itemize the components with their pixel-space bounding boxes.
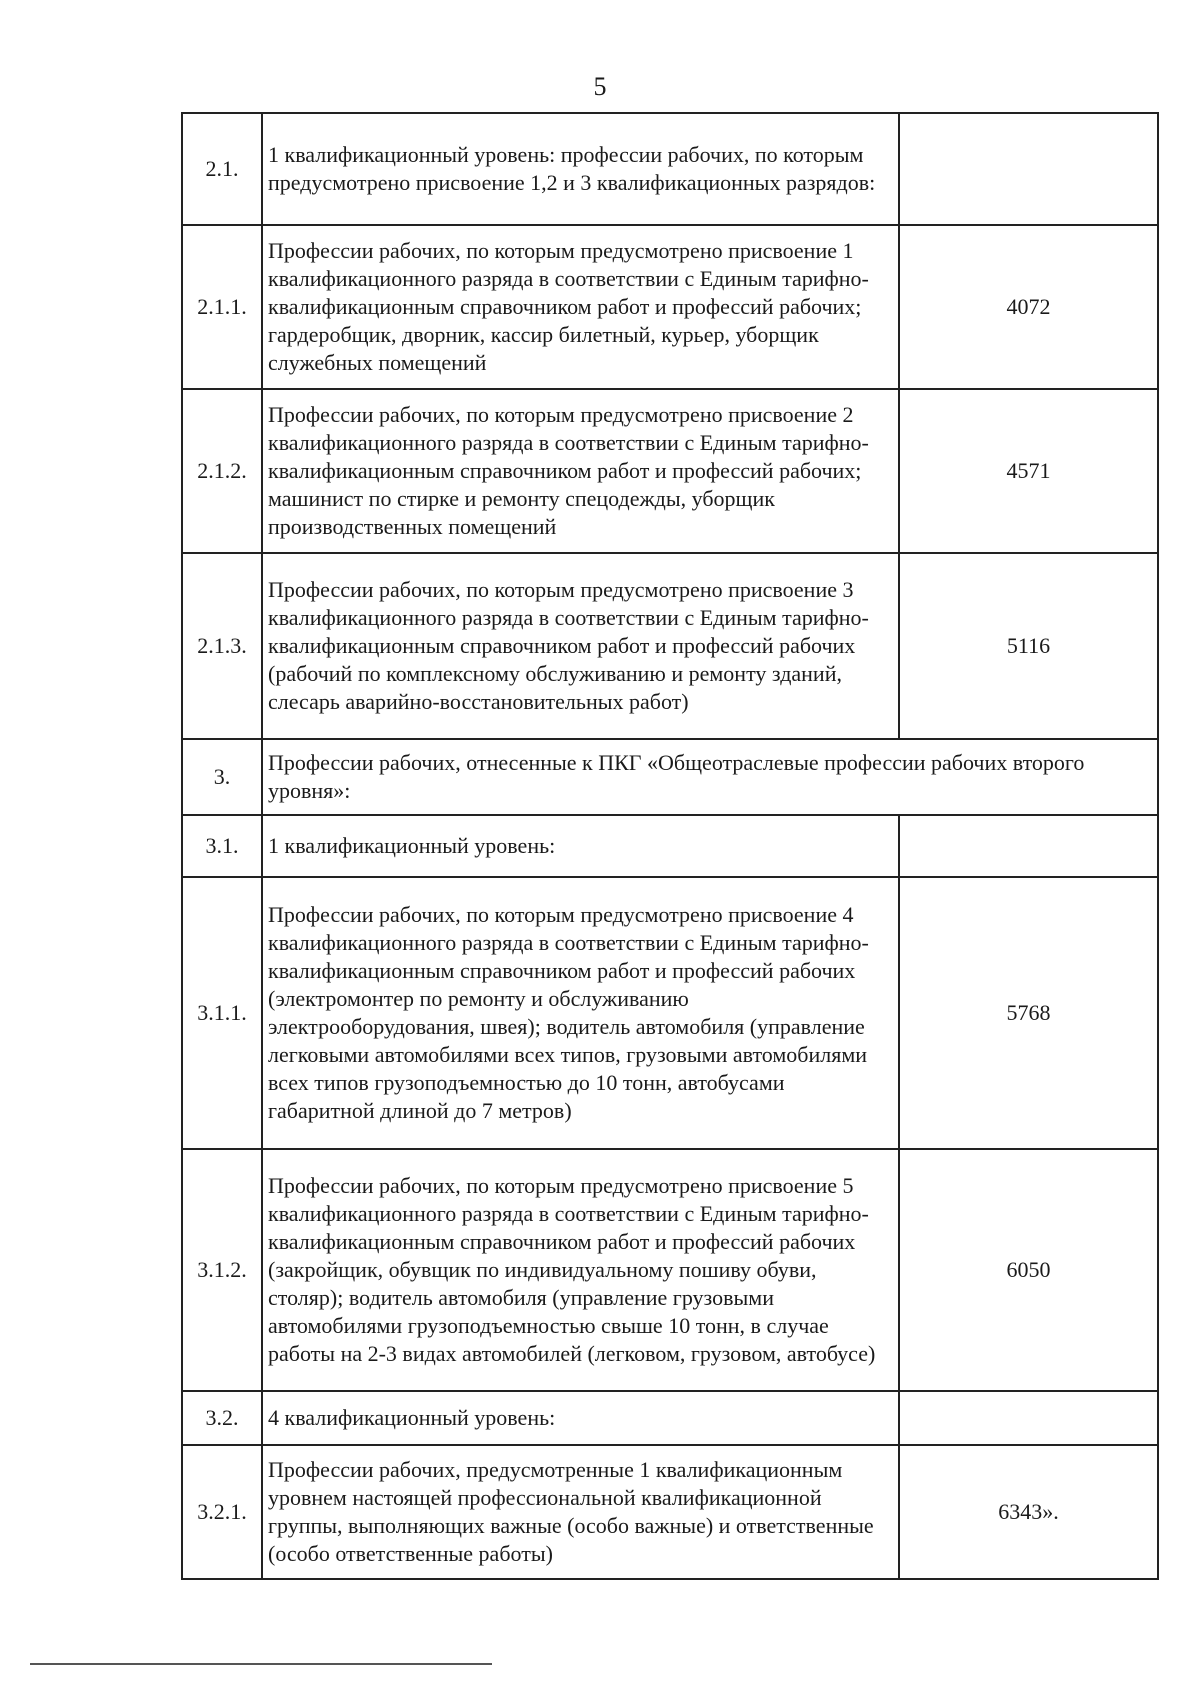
- row-description: Профессии рабочих, по которым предусмотрено присвоение 3 квалификационного разряда в соответствии с Единым тарифно-квалификационным справочником работ и профессий рабочих (рабочий по комплексному обслуживанию и ремонту зданий, слесарь аварийно-восстановительных работ): [262, 553, 899, 739]
- table-row: [182, 1445, 1158, 1579]
- table-row: [182, 225, 1158, 389]
- row-value: [899, 113, 1158, 225]
- table-row: [182, 877, 1158, 1149]
- row-value: [899, 1391, 1158, 1445]
- row-description: Профессии рабочих, отнесенные к ПКГ «Общеотраслевые профессии рабочих второго уровня»:: [262, 739, 1158, 815]
- row-description: 1 квалификационный уровень:: [262, 815, 899, 877]
- row-description: 1 квалификационный уровень: профессии рабочих, по которым предусмотрено присвоение 1,2 и 3 квалификационных разрядов:: [262, 113, 899, 225]
- table-row: [182, 1149, 1158, 1391]
- row-description: 4 квалификационный уровень:: [262, 1391, 899, 1445]
- row-description: Профессии рабочих, по которым предусмотрено присвоение 1 квалификационного разряда в соответствии с Единым тарифно-квалификационным справочником работ и профессий рабочих; гардеробщик, дворник, кассир билетный, курьер, уборщик служебных помещений: [262, 225, 899, 389]
- row-value: 4571: [899, 389, 1158, 553]
- row-number: 2.1.1.: [182, 225, 262, 389]
- row-number: 2.1.2.: [182, 389, 262, 553]
- table-row: [182, 739, 1158, 815]
- row-value: 5116: [899, 553, 1158, 739]
- row-number: 3.1.: [182, 815, 262, 877]
- row-value: 4072: [899, 225, 1158, 389]
- row-number: 3.: [182, 739, 262, 815]
- row-value: [899, 815, 1158, 877]
- qualification-table: [181, 112, 1159, 1580]
- page-number: 5: [593, 72, 607, 101]
- table-row: [182, 1391, 1158, 1445]
- row-number: 3.1.2.: [182, 1149, 262, 1391]
- row-number: 3.2.1.: [182, 1445, 262, 1579]
- table-row: [182, 553, 1158, 739]
- table-row: [182, 389, 1158, 553]
- table-row: [182, 815, 1158, 877]
- row-number: 3.1.1.: [182, 877, 262, 1149]
- row-description: Профессии рабочих, по которым предусмотрено присвоение 4 квалификационного разряда в соответствии с Единым тарифно-квалификационным справочником работ и профессий рабочих (электромонтер по ремонту и обслуживанию электрооборудования, швея); водитель автомобиля (управление легковыми автомобилями всех типов, грузовыми автомобилями всех типов грузоподъемностью до 10 тонн, автобусами габаритной длиной до 7 метров): [262, 877, 899, 1149]
- row-value: 6343».: [899, 1445, 1158, 1579]
- row-number: 2.1.3.: [182, 553, 262, 739]
- row-number: 3.2.: [182, 1391, 262, 1445]
- row-description: Профессии рабочих, по которым предусмотрено присвоение 2 квалификационного разряда в соответствии с Единым тарифно-квалификационным справочником работ и профессий рабочих; машинист по стирке и ремонту спецодежды, уборщик производственных помещений: [262, 389, 899, 553]
- footnote-divider: [30, 1663, 492, 1665]
- row-value: 5768: [899, 877, 1158, 1149]
- row-description: Профессии рабочих, предусмотренные 1 квалификационным уровнем настоящей профессиональной квалификационной группы, выполняющих важные (особо важные) и ответственные (особо ответственные работы): [262, 1445, 899, 1579]
- table-row: [182, 113, 1158, 225]
- row-description: Профессии рабочих, по которым предусмотрено присвоение 5 квалификационного разряда в соответствии с Единым тарифно-квалификационным справочником работ и профессий рабочих (закройщик, обувщик по индивидуальному пошиву обуви, столяр); водитель автомобиля (управление грузовыми автомобилями грузоподъемностью свыше 10 тонн, в случае работы на 2-3 видах автомобилей (легковом, грузовом, автобусе): [262, 1149, 899, 1391]
- row-value: 6050: [899, 1149, 1158, 1391]
- row-number: 2.1.: [182, 113, 262, 225]
